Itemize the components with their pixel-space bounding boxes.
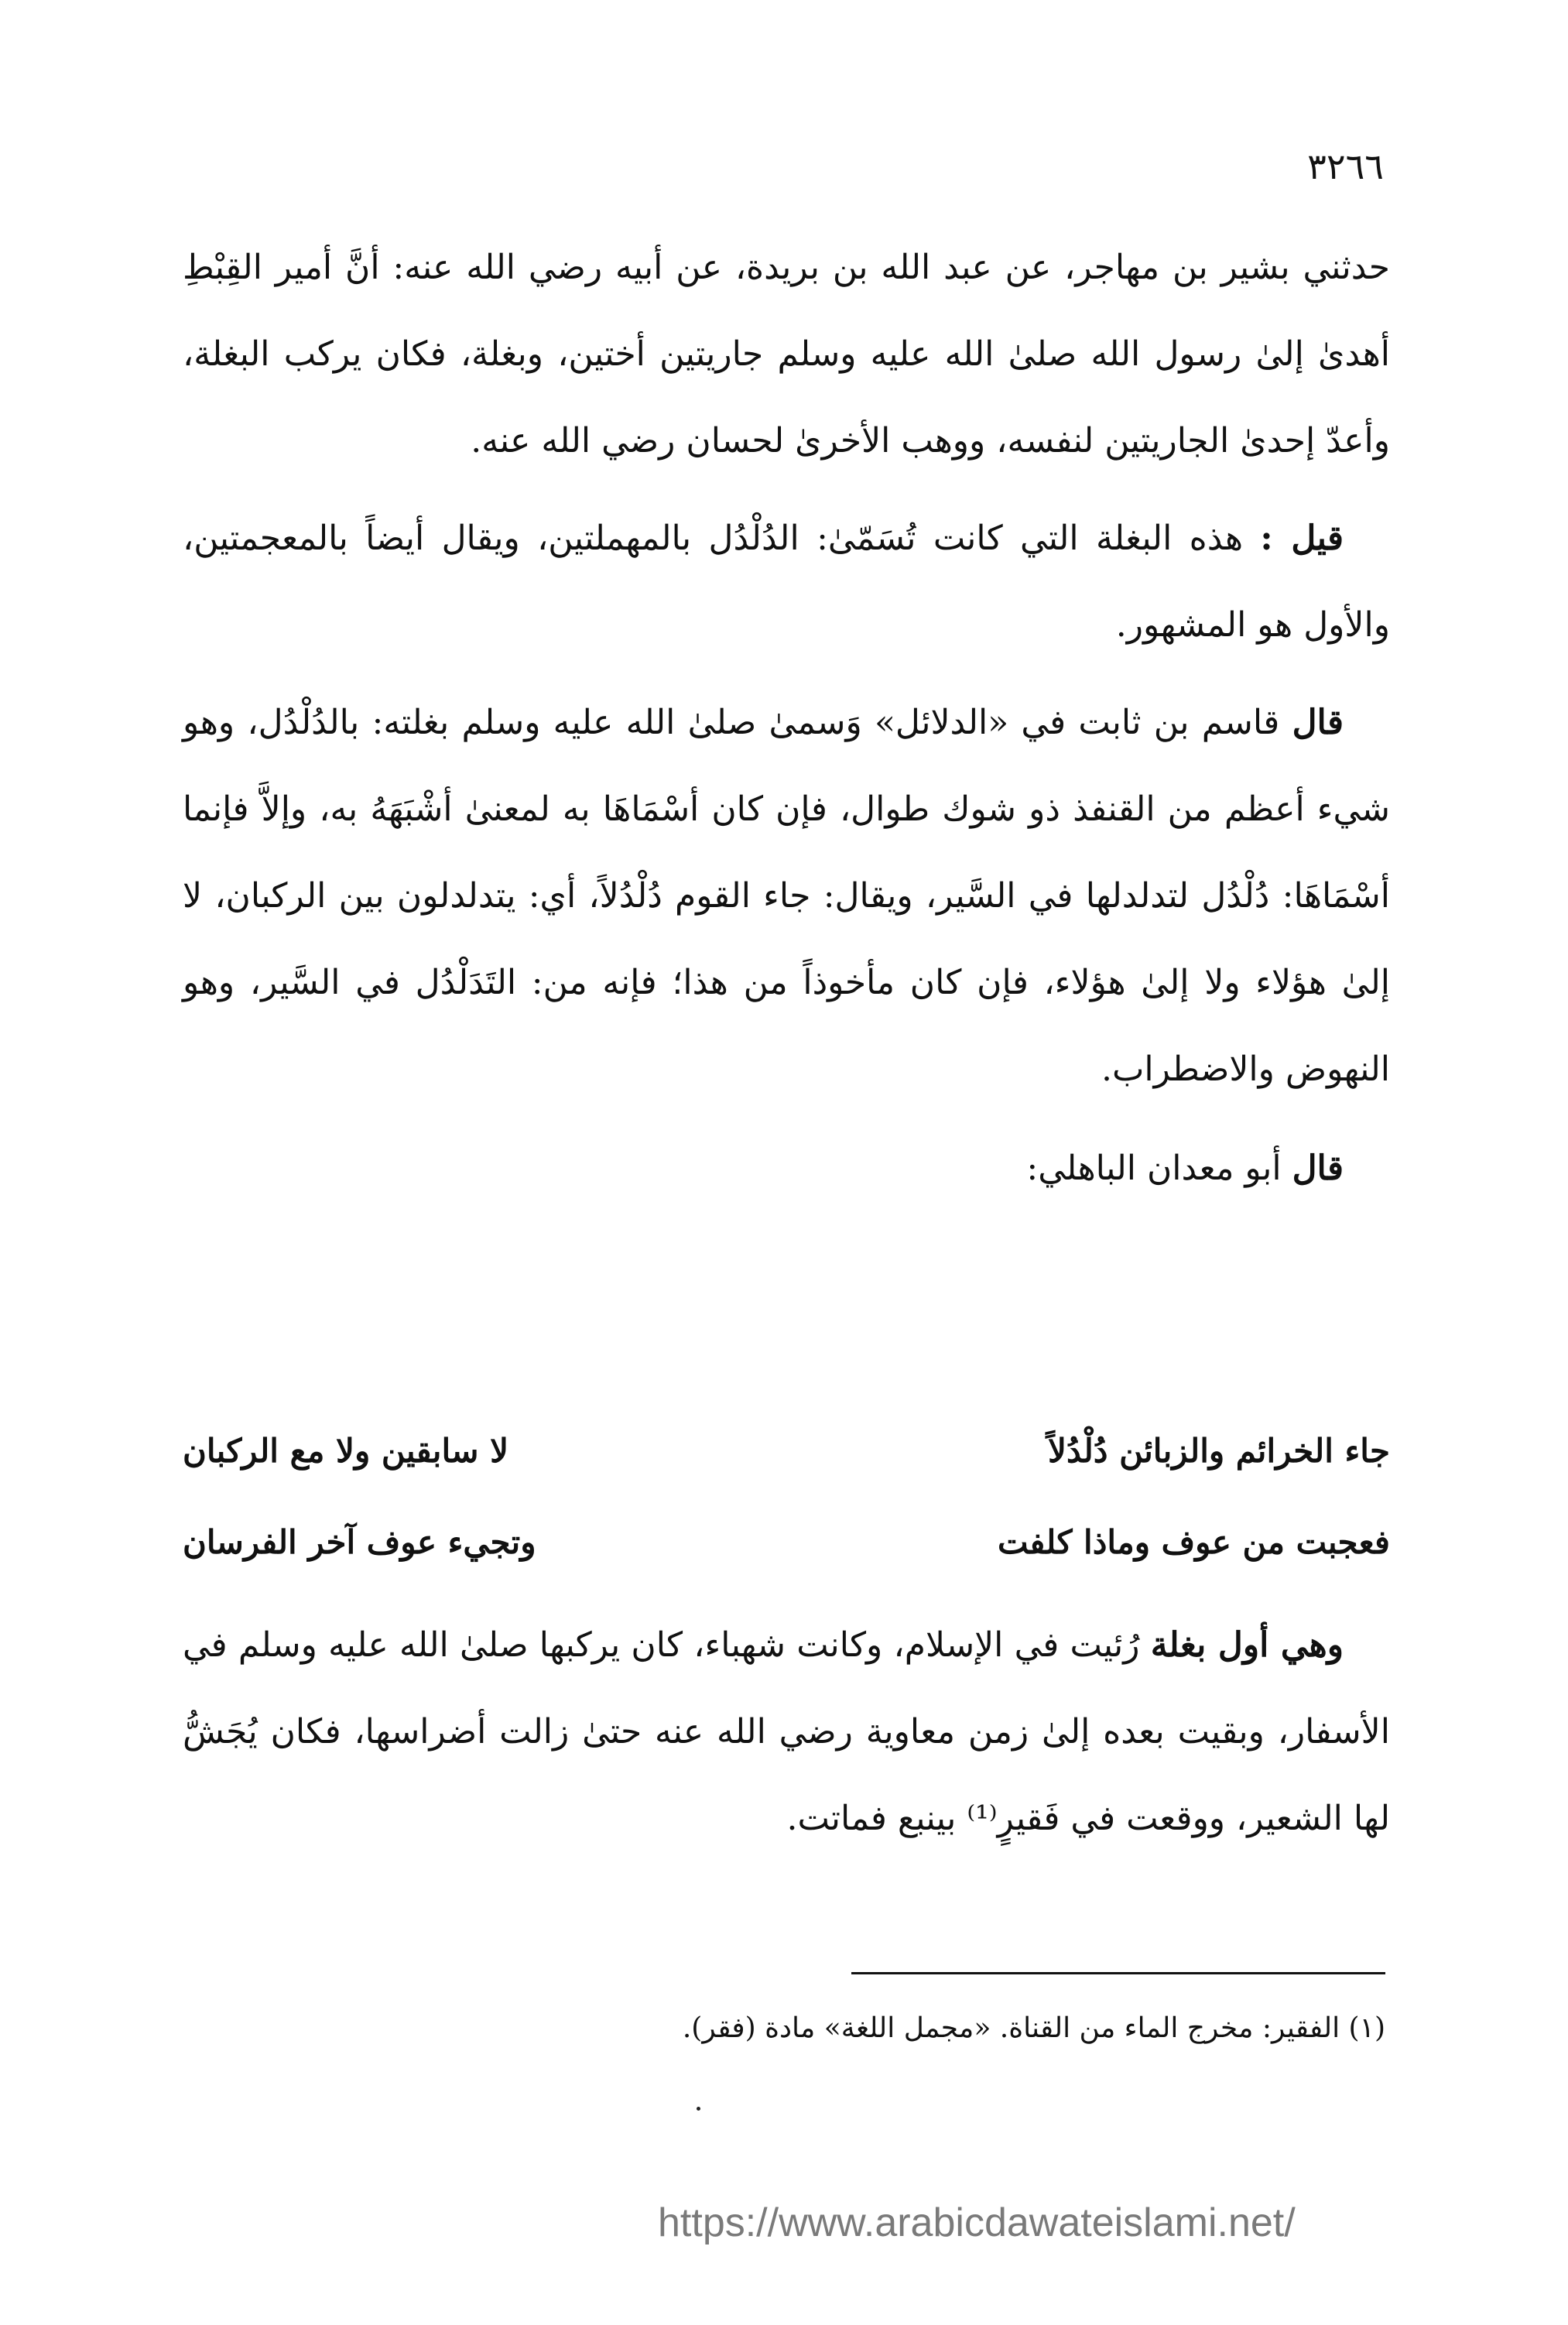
verse-line-1 [183,1432,1390,1470]
footnote: (١) الفقير: مخرج الماء من القناة. «مجمل اللغة» مادة (فقر). [682,2012,1385,2044]
paragraph-qasim [183,680,1390,1113]
footnote-divider [851,1972,1385,1974]
paragraph-name-note [183,495,1390,669]
closing-lead: وهي أول بغلة [1150,1625,1344,1665]
paragraph-qasim-text: قاسم بن ثابت في «الدلائل» وَسمىٰ صلىٰ الله عليه وسلم بغلته: بالدُلْدُل، وهو شيء أعظم من القنفذ ذو شوك طوال، فإن كان أسْمَاهَا به لمعنىٰ أشْبَهَهُ به، وإلاَّ فإنما أسْمَاهَا: دُلْدُل لتدلدلها في السَّير، ويقال: جاء القوم دُلْدُلاً، أي: يتدلدلون بين الركبان، لا إلىٰ هؤلاء ولا إلىٰ هؤلاء، فإن كان مأخوذاً من هذا؛ فإنه من: التَدَلْدُل في السَّير، وهو النهوض والاضطراب. [183,703,1390,1089]
poet-intro-text: أبو معدان الباهلي: [1026,1149,1282,1188]
paragraph-hadith: حدثني بشير بن مهاجر، عن عبد الله بن بريدة، عن أبيه رضي الله عنه: أنَّ أمير القِبْطِ أهدىٰ إلىٰ رسول الله صلىٰ الله عليه وسلم جاريتين أختين، وبغلة، فكان يركب البغلة، وأعدّ إحدىٰ الجاريتين لنفسه، ووهب الأخرىٰ لحسان رضي الله عنه. [183,248,1390,461]
lead-qala: قال [1292,703,1344,742]
stray-dot [697,2107,700,2111]
verse-1-first-hemistich: جاء الخرائم والزبائن دُلْدُلاً [1047,1432,1390,1470]
verse-1-second-hemistich: لا سابقين ولا مع الركبان [183,1432,509,1470]
lead-qila: قيل : [1260,519,1344,558]
closing-body: رُئيت في الإسلام، وكانت شهباء، كان يركبها صلىٰ الله عليه وسلم في الأسفار، وبقيت بعده إلىٰ زمن معاوية رضي الله عنه حتىٰ زالت أضراسها، فكان يُجَشُّ لها الشعير، ووقعت في فَقيرٍ⁽¹⁾ بينبع فماتت. [183,1625,1390,1838]
paragraph-closing [183,1602,1390,1862]
lead-qala-2: قال [1292,1149,1344,1188]
closing-text [183,1602,1390,1862]
verse-2-second-hemistich: وتجيء عوف آخر الفرسان [183,1523,536,1561]
watermark-url: https://www.arabicdawateislami.net/ [658,2200,1296,2245]
verse-2-first-hemistich: فعجبت من عوف وماذا كلفت [998,1523,1390,1561]
verse-line-2 [183,1523,1390,1561]
page-number: ٣٢٦٦ [1307,146,1384,187]
paragraph-name-note-text: هذه البغلة التي كانت تُسَمّىٰ: الدُلْدُل بالمهملتين، ويقال أيضاً بالمعجمتين، والأول هو المشهور. [183,519,1390,645]
main-text [183,224,1390,1212]
poet-intro [183,1125,1390,1212]
